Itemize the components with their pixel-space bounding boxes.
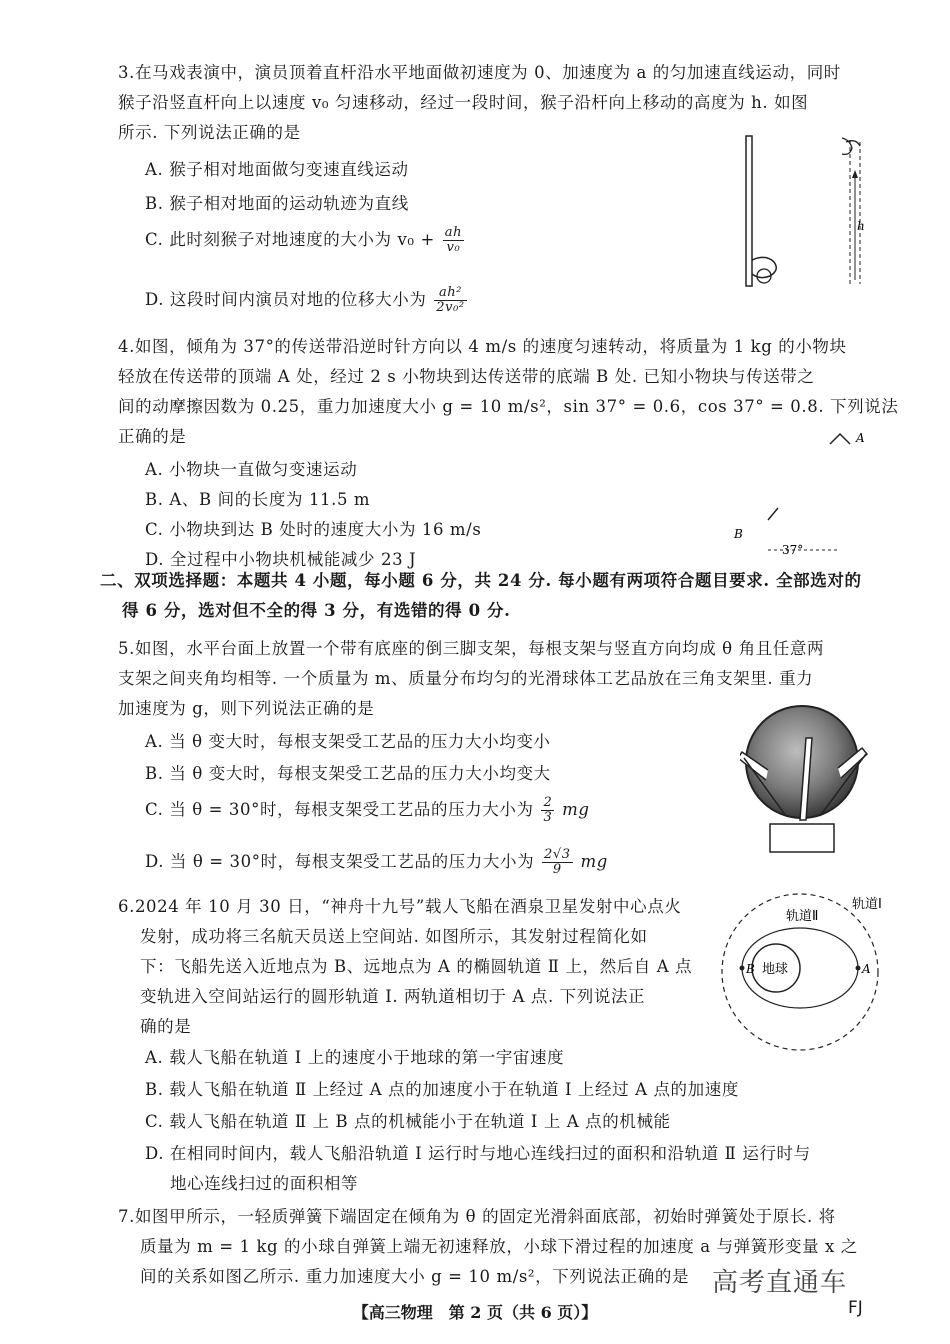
q3-option-c-numerator: ah: [444, 225, 463, 240]
point-b-label: B: [746, 962, 755, 976]
arrow-up-icon: [852, 170, 858, 178]
q4-option-c: C. 小物块到达 B 处时的速度大小为 16 m/s: [145, 520, 482, 539]
q6-option-a: A. 载人飞船在轨道 Ⅰ 上的速度小于地球的第一宇宙速度: [145, 1048, 565, 1067]
q7-line-1: 7.如图甲所示，一轻质弹簧下端固定在倾角为 θ 的固定光滑斜面底部，初始时弹簧处于原长. 将: [118, 1207, 836, 1226]
q7-line-3: 间的关系如图乙所示. 重力加速度大小 g = 10 m/s²，下列说法正确的是: [140, 1267, 690, 1286]
belt-segment: [768, 508, 778, 520]
q5-option-c-fraction: [541, 796, 554, 825]
q5-option-d: [145, 848, 608, 877]
q3-option-c-fraction: [443, 226, 464, 255]
q5-line-3: 加速度为 g，则下列说法正确的是: [118, 699, 375, 718]
q3-option-c-text: C. 此时刻猴子对地速度的大小为 v₀ +: [145, 230, 435, 249]
q5-line-1: 5.如图，水平台面上放置一个带有底座的倒三脚支架，每根支架与竖直方向均成 θ 角且任意两: [118, 639, 825, 658]
q6-line-4: 变轨进入空间站运行的圆形轨道 Ⅰ. 两轨道相切于 A 点. 下列说法正: [140, 987, 646, 1006]
q3-option-c: [145, 226, 466, 255]
q3-line-1: 3.在马戏表演中，演员顶着直杆沿水平地面做初速度为 0、加速度为 a 的匀加速直线运动，同时: [118, 63, 841, 82]
q6-option-d-cont: 地心连线扫过的面积相等: [170, 1174, 359, 1193]
q4-line-3: 间的动摩擦因数为 0.25，重力加速度大小 g = 10 m/s²，sin 37° = 0.6，cos 37° = 0.8. 下列说法: [118, 397, 899, 416]
point-a-label: A: [862, 962, 871, 976]
q4-figure-conveyor: [720, 420, 880, 570]
section-2-heading: [100, 566, 862, 626]
q4-line-2: 轻放在传送带的顶端 A 处，经过 2 s 小物块到达传送带的底端 B 处. 已知小物块与传送带之: [118, 367, 815, 386]
q6-line-2: 发射，成功将三名航天员送上空间站. 如图所示，其发射过程简化如: [140, 927, 648, 946]
q4-line-4: 正确的是: [118, 427, 187, 446]
footer-code: FJ: [848, 1298, 863, 1318]
q5-option-d-denominator: 9: [552, 862, 562, 877]
stand-base: [770, 824, 834, 852]
q6-figure-orbits: [700, 892, 900, 1052]
q5-option-d-unit: mg: [580, 852, 608, 871]
q5-option-d-text: D. 当 θ = 30°时，每根支架受工艺品的压力大小为: [145, 852, 535, 871]
q4-option-b: B. A、B 间的长度为 11.5 m: [145, 490, 371, 509]
q6-option-d: D. 在相同时间内，载人飞船沿轨道 Ⅰ 运行时与地心连线扫过的面积和沿轨道 Ⅱ 运行时与: [145, 1144, 811, 1163]
q3-option-d: [145, 286, 469, 315]
q4-option-a: A. 小物块一直做匀变速运动: [145, 460, 358, 479]
q3-line-2: 猴子沿竖直杆向上以速度 v₀ 匀速移动，经过一段时间，猴子沿杆向上移动的高度为 h. 如图: [118, 93, 809, 112]
q6-option-c: C. 载人飞船在轨道 Ⅱ 上 B 点的机械能小于在轨道 Ⅰ 上 A 点的机械能: [145, 1112, 671, 1131]
watermark-logo: 高考直通车: [712, 1268, 848, 1298]
q3-option-d-denominator: 2v₀²: [436, 300, 465, 315]
q3-figure-monkey-pole: [730, 130, 890, 300]
q5-option-b: B. 当 θ 变大时，每根支架受工艺品的压力大小均变大: [145, 764, 551, 783]
orbit-2-label: 轨道Ⅱ: [786, 909, 819, 924]
q5-option-c-denominator: 3: [543, 810, 553, 825]
q5-option-c: [145, 796, 590, 825]
q4-fig-label-b: B: [734, 527, 743, 541]
q5-option-d-fraction: [542, 848, 573, 877]
earth-label: 地球: [762, 962, 789, 977]
q4-option-d: D. 全过程中小物块机械能减少 23 J: [145, 550, 417, 569]
q5-option-d-numerator: 2√3: [544, 847, 571, 862]
pulley-top: [830, 434, 850, 444]
q5-option-c-text: C. 当 θ = 30°时，每根支架受工艺品的压力大小为: [145, 800, 534, 819]
q5-option-a: A. 当 θ 变大时，每根支架受工艺品的压力大小均变小: [145, 732, 551, 751]
section-2-line-1: 二、双项选择题：本题共 4 小题，每小题 6 分，共 24 分. 每小题有两项符合题目要求. 全部选对的: [100, 571, 862, 590]
monkey-top: [842, 138, 860, 154]
q5-option-c-unit: mg: [562, 800, 590, 819]
monkey-bottom: [752, 257, 776, 277]
q3-fig-h-label: h: [857, 219, 865, 233]
q3-option-d-fraction: [434, 286, 466, 315]
q6-line-3: 下：飞船先送入近地点为 B、远地点为 A 的椭圆轨道 Ⅱ 上，然后自 A 点: [140, 957, 693, 976]
page-footer: 【高三物理 第 2 页（共 6 页）】: [352, 1303, 598, 1322]
q3-line-3: 所示. 下列说法正确的是: [118, 123, 301, 142]
question-5-stem: [118, 634, 824, 724]
section-2-line-2: 得 6 分，选对但不全的得 3 分，有选错的得 0 分.: [122, 601, 511, 620]
q3-option-d-text: D. 这段时间内演员对地的位移大小为: [145, 290, 427, 309]
q6-line-1: 6.2024 年 10 月 30 日，“神舟十九号”载人飞船在酒泉卫星发射中心点火: [118, 897, 682, 916]
q3-option-c-denominator: v₀: [446, 240, 461, 255]
point-b: [740, 966, 745, 971]
q4-fig-angle: 37°: [782, 543, 804, 557]
q4-line-1: 4.如图，倾角为 37°的传送带沿逆时针方向以 4 m/s 的速度匀速转动，将质量为 1 kg 的小物块: [118, 337, 847, 356]
question-6-stem: [118, 892, 692, 1042]
q4-fig-label-a: A: [856, 431, 865, 445]
pole: [746, 136, 752, 286]
q6-line-5: 确的是: [140, 1017, 192, 1036]
q5-option-c-numerator: 2: [543, 795, 553, 810]
q7-line-2: 质量为 m = 1 kg 的小球自弹簧上端无初速释放，小球下滑过程的加速度 a 与弹簧形变量 x 之: [140, 1237, 858, 1256]
q5-line-2: 支架之间夹角均相等. 一个质量为 m、质量分布均匀的光滑球体工艺品放在三角支架里. 重力: [118, 669, 814, 688]
q5-figure-sphere-stand: [740, 698, 870, 858]
q6-option-b: B. 载人飞船在轨道 Ⅱ 上经过 A 点的加速度小于在轨道 Ⅰ 上经过 A 点的加速度: [145, 1080, 739, 1099]
orbit-1-label: 轨道Ⅰ: [852, 897, 882, 912]
q3-option-a: A. 猴子相对地面做匀变速直线运动: [145, 160, 409, 179]
point-a: [856, 966, 861, 971]
q3-option-b: B. 猴子相对地面的运动轨迹为直线: [145, 194, 409, 213]
q3-option-d-numerator: ah²: [434, 286, 466, 301]
